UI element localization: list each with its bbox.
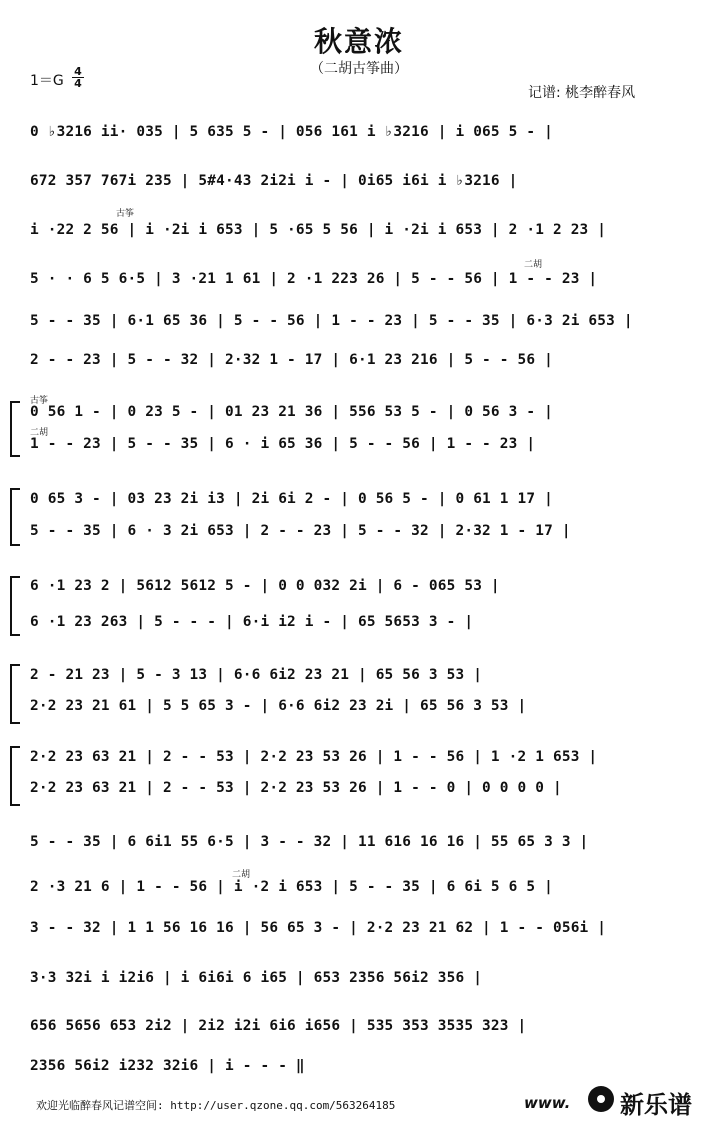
score-line-21: 656 5656 653 2i2 | 2i2 i2i 6i6 i656 | 535 353 3535 323 | (30, 1018, 527, 1034)
score-line-10: 5 - - 35 | 6 · 3 2i 653 | 2 - - 23 | 5 - - 32 | 2·32 1 - 17 | (30, 523, 571, 539)
system-brace (10, 401, 20, 457)
score-line-18: 2 ·3 21 6 | 1 - - 56 | i ·2 i 653 | 5 - - 35 | 6 6i 5 6 5 | (30, 879, 553, 895)
score-line-7: 0 56 1 - | 0 23 5 - | 01 23 21 36 | 556 53 5 - | 0 56 3 - | (30, 404, 553, 420)
score-line-5: 5 - - 35 | 6·1 65 36 | 5 - - 56 | 1 - - 23 | 5 - - 35 | 6·3 2i 653 | (30, 313, 633, 329)
score-line-9: 0 65 3 - | 03 23 2i i3 | 2i 6i 2 - | 0 56 5 - | 0 61 1 17 | (30, 491, 553, 507)
instrument-label-guzheng-part: 古筝 (30, 396, 49, 406)
transcriber-credit: 记谱: 桃李醉春风 (528, 85, 636, 101)
score-line-17: 5 - - 35 | 6 6i1 55 6·5 | 3 - - 32 | 11 616 16 16 | 55 65 3 3 | (30, 834, 589, 850)
score-line-3: i ·22 2 56 | i ·2i i 653 | 5 ·65 5 56 | i ·2i i 653 | 2 ·1 2 23 | (30, 222, 607, 238)
score-line-8: 1 - - 23 | 5 - - 35 | 6 · i 65 36 | 5 - - 56 | 1 - - 23 | (30, 436, 536, 452)
footer-link-text: 欢迎光临醉春风记谱空间: http://user.qzone.qq.com/563264185 (36, 1099, 396, 1112)
system-brace (10, 488, 20, 546)
score-line-20: 3·3 32i i i2i6 | i 6i6i 6 i65 | 653 2356 56i2 356 | (30, 970, 483, 986)
instrument-label-guzheng: 古筝 (116, 209, 135, 219)
score-line-19: 3 - - 32 | 1 1 56 16 16 | 56 65 3 - | 2·2 23 21 62 | 1 - - 056i | (30, 920, 607, 936)
score-line-1: 0 ♭3216 ii· 035 | 5 635 5 - | 056 161 i ♭3216 | i 065 5 - | (30, 124, 553, 140)
score-line-2: 672 357 767i 235 | 5#4·43 2i2i i - | 0i65 i6i i ♭3216 | (30, 173, 518, 189)
score-line-4: 5 · · 6 5 6·5 | 3 ·21 1 61 | 2 ·1 223 26 | 5 - - 56 | 1 - - 23 | (30, 271, 598, 287)
time-signature-top: 4 (74, 65, 82, 78)
score-line-22: 2356 56i2 i232 32i6 | i - - - ‖ (30, 1058, 305, 1074)
song-title: 秋意浓 (313, 25, 404, 58)
time-signature (72, 66, 84, 89)
score-line-15: 2·2 23 63 21 | 2 - - 53 | 2·2 23 53 26 | 1 - - 56 | 1 ·2 1 653 | (30, 749, 598, 765)
score-line-16: 2·2 23 63 21 | 2 - - 53 | 2·2 23 53 26 | 1 - - 0 | 0 0 0 0 | (30, 780, 562, 796)
score-line-14: 2·2 23 21 61 | 5 5 65 3 - | 6·6 6i2 23 2i | 65 56 3 53 | (30, 698, 527, 714)
system-brace (10, 576, 20, 636)
system-brace (10, 664, 20, 724)
instrument-label-erhu-part: 二胡 (30, 428, 49, 438)
watermark-www: www. (524, 1094, 571, 1112)
score-line-6: 2 - - 23 | 5 - - 32 | 2·32 1 - 17 | 6·1 23 216 | 5 - - 56 | (30, 352, 553, 368)
time-signature-bottom: 4 (72, 77, 84, 89)
vinyl-disc-icon (588, 1086, 614, 1112)
score-line-13: 2 - 21 23 | 5 - 3 13 | 6·6 6i2 23 21 | 65 56 3 53 | (30, 667, 483, 683)
key-signature: 1＝G (30, 73, 64, 89)
system-brace (10, 746, 20, 806)
instrument-label-erhu: 二胡 (524, 260, 543, 270)
score-line-11: 6 ·1 23 2 | 5612 5612 5 - | 0 0 032 2i | 6 - 065 53 | (30, 578, 500, 594)
song-subtitle: （二胡古筝曲） (310, 61, 408, 77)
score-line-12: 6 ·1 23 263 | 5 - - - | 6·i i2 i - | 65 5653 3 - | (30, 614, 474, 630)
site-logo (588, 1084, 716, 1118)
instrument-label-erhu-late: 二胡 (232, 870, 251, 880)
site-brand: 新乐谱 (620, 1091, 692, 1119)
